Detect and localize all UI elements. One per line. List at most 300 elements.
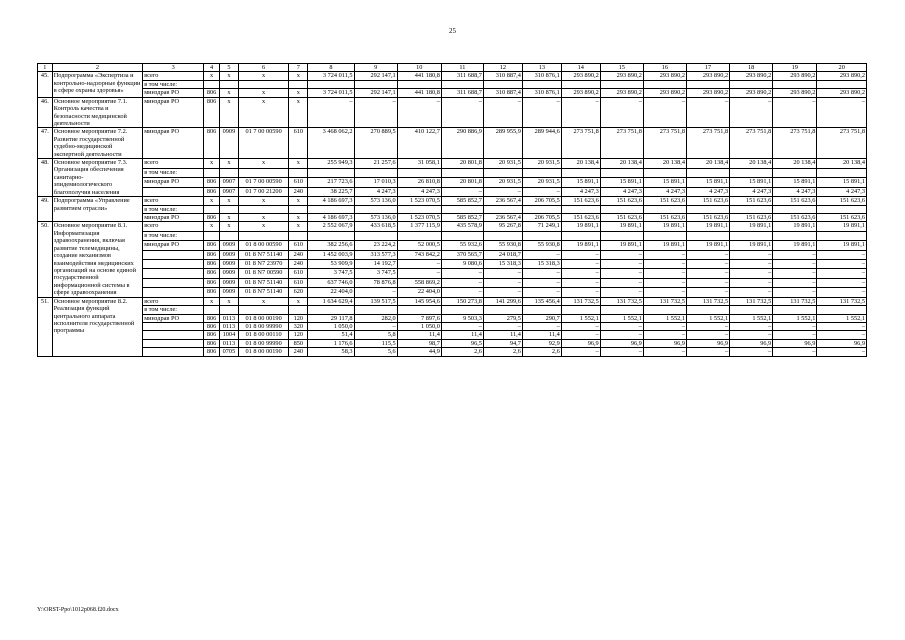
code-cell — [204, 306, 220, 314]
executor-cell — [143, 250, 204, 259]
amount-cell: 15 891,1 — [600, 178, 643, 188]
column-number: 20 — [817, 64, 867, 72]
amount-cell — [773, 168, 817, 178]
amount-cell: – — [522, 250, 561, 259]
code-cell: 806 — [204, 128, 220, 159]
table-row — [38, 128, 867, 159]
code-cell — [219, 306, 238, 314]
code-cell: 240 — [289, 250, 308, 259]
amount-cell: – — [817, 348, 867, 356]
amount-cell — [686, 80, 729, 88]
amount-cell: – — [773, 322, 817, 330]
amount-cell — [730, 231, 773, 240]
code-cell: 0907 — [219, 187, 238, 197]
code-cell — [238, 168, 288, 178]
code-cell: x — [219, 72, 238, 80]
amount-cell: 151 623,6 — [686, 197, 729, 205]
amount-cell: – — [773, 331, 817, 339]
amount-cell: – — [686, 250, 729, 259]
code-cell: 120 — [289, 314, 308, 322]
amount-cell — [686, 306, 729, 314]
amount-cell: 19 891,1 — [561, 241, 600, 250]
amount-cell: 441 180,8 — [397, 89, 441, 97]
executor-cell — [143, 322, 204, 330]
program-name: Основное мероприятие 7.1. Контроль качества и безопасности медицинской деятельности — [52, 97, 142, 128]
table-body — [38, 64, 867, 357]
amount-cell: 151 623,6 — [817, 197, 867, 205]
amount-cell — [522, 80, 561, 88]
amount-cell: 19 891,1 — [817, 222, 867, 231]
amount-cell: 435 578,9 — [441, 222, 483, 231]
amount-cell: 141 299,6 — [483, 297, 522, 305]
amount-cell: 313 577,3 — [354, 250, 397, 259]
amount-cell: 44,9 — [397, 348, 441, 356]
footer-file-path: Y:\ORST-Ppo\1012p068.f20.docx — [37, 607, 119, 613]
program-name: Подпрограмма «Управление развитием отрасли» — [52, 197, 142, 222]
amount-cell — [730, 205, 773, 213]
code-cell: 01 8 00 00190 — [238, 348, 288, 356]
amount-cell: 273 751,8 — [643, 128, 686, 159]
amount-cell: – — [483, 288, 522, 297]
code-cell: x — [289, 297, 308, 305]
amount-cell: 1 050,0 — [397, 322, 441, 330]
amount-cell: 2,6 — [483, 348, 522, 356]
amount-cell: 558 869,2 — [397, 278, 441, 287]
amount-cell: – — [773, 288, 817, 297]
amount-cell: – — [817, 288, 867, 297]
row-number: 49. — [38, 197, 53, 222]
amount-cell: 95 267,8 — [483, 222, 522, 231]
table-row — [38, 250, 867, 259]
amount-cell: 1 452 003,9 — [308, 250, 354, 259]
amount-cell: – — [561, 260, 600, 269]
amount-cell: 20 931,5 — [483, 178, 522, 188]
amount-cell — [441, 306, 483, 314]
amount-cell: – — [730, 278, 773, 287]
amount-cell: 131 732,5 — [686, 297, 729, 305]
amount-cell: – — [773, 348, 817, 356]
code-cell: 620 — [289, 288, 308, 297]
code-cell — [289, 231, 308, 240]
amount-cell: – — [817, 97, 867, 128]
amount-cell: 151 623,6 — [561, 197, 600, 205]
amount-cell: – — [441, 269, 483, 278]
amount-cell: 55 930,8 — [522, 241, 561, 250]
executor-cell — [143, 269, 204, 278]
column-number: 6 — [238, 64, 288, 72]
code-cell: 0113 — [219, 314, 238, 322]
code-cell: x — [219, 297, 238, 305]
code-cell: 01 8 N7 51140 — [238, 250, 288, 259]
amount-cell: 131 732,5 — [561, 297, 600, 305]
amount-cell: 279,5 — [483, 314, 522, 322]
amount-cell: 4 247,3 — [600, 187, 643, 197]
amount-cell — [397, 306, 441, 314]
code-cell: x — [219, 97, 238, 128]
amount-cell: – — [522, 288, 561, 297]
program-name: Основное мероприятие 8.1. Информатизация здравоохранения, включая развитие телемедицины, создание механизмов взаимодействия медицинских организаций на основе единой государственной информационной системы в сфере здравоохранения — [52, 222, 142, 297]
table-row — [38, 197, 867, 205]
amount-cell: 19 891,1 — [730, 241, 773, 250]
amount-cell: 1 176,6 — [308, 339, 354, 347]
amount-cell: – — [730, 331, 773, 339]
table-row — [38, 269, 867, 278]
amount-cell — [561, 168, 600, 178]
amount-cell — [483, 205, 522, 213]
amount-cell: 19 891,1 — [600, 241, 643, 250]
amount-cell: 4 247,3 — [730, 187, 773, 197]
amount-cell: 20 138,4 — [730, 159, 773, 169]
amount-cell — [483, 80, 522, 88]
amount-cell: 11,4 — [441, 331, 483, 339]
amount-cell: – — [441, 322, 483, 330]
code-cell — [219, 231, 238, 240]
code-cell: 806 — [204, 278, 220, 287]
amount-cell — [441, 231, 483, 240]
code-cell — [238, 306, 288, 314]
amount-cell — [817, 205, 867, 213]
amount-cell: 20 801,8 — [441, 178, 483, 188]
code-cell: 806 — [204, 178, 220, 188]
amount-cell: 1 552,1 — [561, 314, 600, 322]
code-cell: x — [238, 297, 288, 305]
amount-cell: 29 117,8 — [308, 314, 354, 322]
amount-cell: 382 256,6 — [308, 241, 354, 250]
executor-cell: в том числе: — [143, 80, 204, 88]
amount-cell: – — [354, 97, 397, 128]
amount-cell: 15 891,1 — [686, 178, 729, 188]
amount-cell: 92,9 — [522, 339, 561, 347]
amount-cell: 20 801,8 — [441, 159, 483, 169]
amount-cell: 5,8 — [354, 331, 397, 339]
code-cell: x — [219, 222, 238, 231]
amount-cell: 20 931,5 — [483, 159, 522, 169]
amount-cell: 19 891,1 — [817, 241, 867, 250]
code-cell: x — [204, 197, 220, 205]
column-number: 19 — [773, 64, 817, 72]
executor-cell: минздрав РО — [143, 241, 204, 250]
column-number: 7 — [289, 64, 308, 72]
column-number: 4 — [204, 64, 220, 72]
amount-cell: – — [730, 348, 773, 356]
amount-cell: 151 623,6 — [643, 214, 686, 222]
code-cell: x — [219, 197, 238, 205]
code-cell: 0909 — [219, 250, 238, 259]
amount-cell — [441, 80, 483, 88]
amount-cell: 293 890,2 — [643, 89, 686, 97]
amount-cell: 310 887,4 — [483, 89, 522, 97]
executor-cell: всего — [143, 159, 204, 169]
amount-cell: – — [561, 278, 600, 287]
amount-cell: 151 623,6 — [817, 214, 867, 222]
amount-cell: 290,7 — [522, 314, 561, 322]
code-cell: 01 8 00 99990 — [238, 339, 288, 347]
amount-cell — [308, 205, 354, 213]
amount-cell: – — [773, 278, 817, 287]
amount-cell — [817, 80, 867, 88]
amount-cell: – — [600, 322, 643, 330]
amount-cell: 151 623,6 — [600, 214, 643, 222]
code-cell: 610 — [289, 128, 308, 159]
amount-cell: 3 724 011,5 — [308, 89, 354, 97]
amount-cell: 55 932,6 — [441, 241, 483, 250]
amount-cell: 20 138,4 — [600, 159, 643, 169]
code-cell: 01 7 00 00590 — [238, 128, 288, 159]
column-number: 14 — [561, 64, 600, 72]
table-row — [38, 260, 867, 269]
amount-cell: 7 897,6 — [397, 314, 441, 322]
amount-cell: 96,9 — [773, 339, 817, 347]
code-cell: 0909 — [219, 260, 238, 269]
amount-cell: 293 890,2 — [773, 89, 817, 97]
amount-cell: – — [817, 322, 867, 330]
amount-cell: 4 247,3 — [643, 187, 686, 197]
executor-cell: всего — [143, 222, 204, 231]
amount-cell: 96,9 — [643, 339, 686, 347]
amount-cell: 310 876,1 — [522, 72, 561, 80]
amount-cell: 14 192,7 — [354, 260, 397, 269]
amount-cell: 273 751,8 — [686, 128, 729, 159]
amount-cell: 21 257,6 — [354, 159, 397, 169]
code-cell: 01 8 N7 00590 — [238, 269, 288, 278]
executor-cell: минздрав РО — [143, 128, 204, 159]
amount-cell — [308, 231, 354, 240]
amount-cell: 19 891,1 — [643, 241, 686, 250]
amount-cell: – — [643, 322, 686, 330]
amount-cell: 1 552,1 — [686, 314, 729, 322]
column-number: 17 — [686, 64, 729, 72]
page-number: 25 — [449, 27, 456, 35]
amount-cell — [354, 80, 397, 88]
amount-cell: – — [686, 97, 729, 128]
amount-cell: – — [686, 288, 729, 297]
amount-cell: – — [522, 269, 561, 278]
amount-cell: 4 247,3 — [817, 187, 867, 197]
amount-cell: 4 186 697,3 — [308, 197, 354, 205]
amount-cell: 115,5 — [354, 339, 397, 347]
amount-cell: 15 891,1 — [773, 178, 817, 188]
code-cell: 806 — [204, 269, 220, 278]
column-number: 15 — [600, 64, 643, 72]
amount-cell: – — [522, 187, 561, 197]
amount-cell — [308, 168, 354, 178]
amount-cell: 24 018,7 — [483, 250, 522, 259]
amount-cell: 4 186 697,3 — [308, 214, 354, 222]
amount-cell: 1 552,1 — [643, 314, 686, 322]
amount-cell: 270 889,5 — [354, 128, 397, 159]
row-number: 51. — [38, 297, 53, 356]
table-row — [38, 297, 867, 305]
table-row — [38, 288, 867, 297]
program-name: Основное мероприятие 7.3. Организация обеспечения санитарно-эпидемиологического благополучия населения — [52, 159, 142, 197]
amount-cell: 293 890,2 — [817, 89, 867, 97]
amount-cell: 293 890,2 — [600, 72, 643, 80]
amount-cell: 26 810,8 — [397, 178, 441, 188]
executor-cell: всего — [143, 197, 204, 205]
executor-cell — [143, 348, 204, 356]
executor-cell: в том числе: — [143, 205, 204, 213]
code-cell: 01 8 N7 23970 — [238, 260, 288, 269]
code-cell — [219, 80, 238, 88]
amount-cell: 441 180,8 — [397, 72, 441, 80]
amount-cell: 310 876,1 — [522, 89, 561, 97]
amount-cell — [397, 168, 441, 178]
amount-cell — [441, 205, 483, 213]
code-cell: 806 — [204, 89, 220, 97]
amount-cell — [730, 306, 773, 314]
code-cell: 806 — [204, 97, 220, 128]
amount-cell: 289 944,6 — [522, 128, 561, 159]
code-cell: x — [219, 89, 238, 97]
code-cell: 0909 — [219, 269, 238, 278]
amount-cell: – — [397, 269, 441, 278]
amount-cell — [561, 205, 600, 213]
amount-cell: 573 136,0 — [354, 214, 397, 222]
amount-cell: 151 623,6 — [730, 214, 773, 222]
code-cell: 610 — [289, 178, 308, 188]
amount-cell: 2,6 — [441, 348, 483, 356]
amount-cell: 236 567,4 — [483, 197, 522, 205]
amount-cell — [600, 231, 643, 240]
amount-cell: – — [730, 260, 773, 269]
table-row — [38, 314, 867, 322]
table-row — [38, 178, 867, 188]
table-row — [38, 80, 867, 88]
amount-cell: – — [561, 288, 600, 297]
amount-cell: 52 000,5 — [397, 241, 441, 250]
amount-cell: 131 732,5 — [643, 297, 686, 305]
amount-cell: 255 949,3 — [308, 159, 354, 169]
code-cell: 01 7 00 00590 — [238, 178, 288, 188]
code-cell: 0113 — [219, 339, 238, 347]
amount-cell: – — [643, 97, 686, 128]
amount-cell: 55 930,8 — [483, 241, 522, 250]
amount-cell: 1 377 115,9 — [397, 222, 441, 231]
code-cell: x — [289, 97, 308, 128]
amount-cell: 3 468 062,2 — [308, 128, 354, 159]
table-row — [38, 322, 867, 330]
amount-cell: 131 732,5 — [600, 297, 643, 305]
amount-cell: – — [730, 250, 773, 259]
row-number: 46. — [38, 97, 53, 128]
amount-cell — [773, 80, 817, 88]
amount-cell — [354, 306, 397, 314]
amount-cell — [773, 205, 817, 213]
column-number: 1 — [38, 64, 53, 72]
amount-cell: 585 852,7 — [441, 214, 483, 222]
amount-cell: 98,7 — [397, 339, 441, 347]
amount-cell: 19 891,1 — [773, 241, 817, 250]
amount-cell: – — [817, 250, 867, 259]
amount-cell: 23 224,2 — [354, 241, 397, 250]
executor-cell: всего — [143, 297, 204, 305]
amount-cell: 1 523 070,5 — [397, 214, 441, 222]
code-cell: 0907 — [219, 178, 238, 188]
amount-cell: 19 891,1 — [561, 222, 600, 231]
code-cell — [204, 231, 220, 240]
column-number: 16 — [643, 64, 686, 72]
amount-cell: – — [600, 348, 643, 356]
executor-cell: в том числе: — [143, 306, 204, 314]
column-number: 12 — [483, 64, 522, 72]
amount-cell: 131 732,5 — [773, 297, 817, 305]
amount-cell: 96,9 — [817, 339, 867, 347]
code-cell: x — [204, 222, 220, 231]
amount-cell: 206 705,5 — [522, 214, 561, 222]
amount-cell: 20 931,5 — [522, 178, 561, 188]
code-cell: x — [238, 214, 288, 222]
amount-cell — [773, 231, 817, 240]
code-cell: 806 — [204, 241, 220, 250]
code-cell: x — [219, 214, 238, 222]
amount-cell: – — [686, 348, 729, 356]
table-row — [38, 306, 867, 314]
amount-cell: 573 136,0 — [354, 197, 397, 205]
column-number-row — [38, 64, 867, 72]
amount-cell: – — [773, 260, 817, 269]
code-cell: x — [289, 197, 308, 205]
amount-cell: – — [354, 322, 397, 330]
amount-cell: 282,0 — [354, 314, 397, 322]
amount-cell: 131 732,5 — [817, 297, 867, 305]
code-cell: 806 — [204, 339, 220, 347]
amount-cell — [483, 168, 522, 178]
column-number: 3 — [143, 64, 204, 72]
table-row — [38, 214, 867, 222]
table-row — [38, 205, 867, 213]
amount-cell: 19 891,1 — [686, 222, 729, 231]
amount-cell — [817, 168, 867, 178]
amount-cell: 292 147,1 — [354, 72, 397, 80]
amount-cell: – — [686, 269, 729, 278]
code-cell: x — [219, 159, 238, 169]
code-cell: 806 — [204, 288, 220, 297]
amount-cell — [643, 306, 686, 314]
amount-cell: 293 890,2 — [773, 72, 817, 80]
executor-cell — [143, 187, 204, 197]
column-number: 8 — [308, 64, 354, 72]
amount-cell: 19 891,1 — [643, 222, 686, 231]
amount-cell: – — [561, 97, 600, 128]
table-row — [38, 339, 867, 347]
code-cell: 240 — [289, 187, 308, 197]
amount-cell: 311 688,7 — [441, 89, 483, 97]
amount-cell: 20 138,4 — [561, 159, 600, 169]
table-row — [38, 222, 867, 231]
amount-cell — [773, 306, 817, 314]
amount-cell — [730, 80, 773, 88]
amount-cell: – — [773, 250, 817, 259]
amount-cell: 20 138,4 — [773, 159, 817, 169]
executor-cell: минздрав РО — [143, 97, 204, 128]
code-cell: 0113 — [219, 322, 238, 330]
amount-cell: 151 623,6 — [561, 214, 600, 222]
amount-cell: 311 688,7 — [441, 72, 483, 80]
executor-cell: в том числе: — [143, 168, 204, 178]
amount-cell: 293 890,2 — [643, 72, 686, 80]
amount-cell: 273 751,8 — [600, 128, 643, 159]
amount-cell: 293 890,2 — [730, 72, 773, 80]
amount-cell — [483, 231, 522, 240]
amount-cell: – — [483, 278, 522, 287]
amount-cell: – — [817, 260, 867, 269]
amount-cell: 433 618,5 — [354, 222, 397, 231]
code-cell: 320 — [289, 322, 308, 330]
amount-cell: – — [643, 260, 686, 269]
amount-cell — [643, 231, 686, 240]
amount-cell: 1 634 629,4 — [308, 297, 354, 305]
amount-cell — [397, 205, 441, 213]
